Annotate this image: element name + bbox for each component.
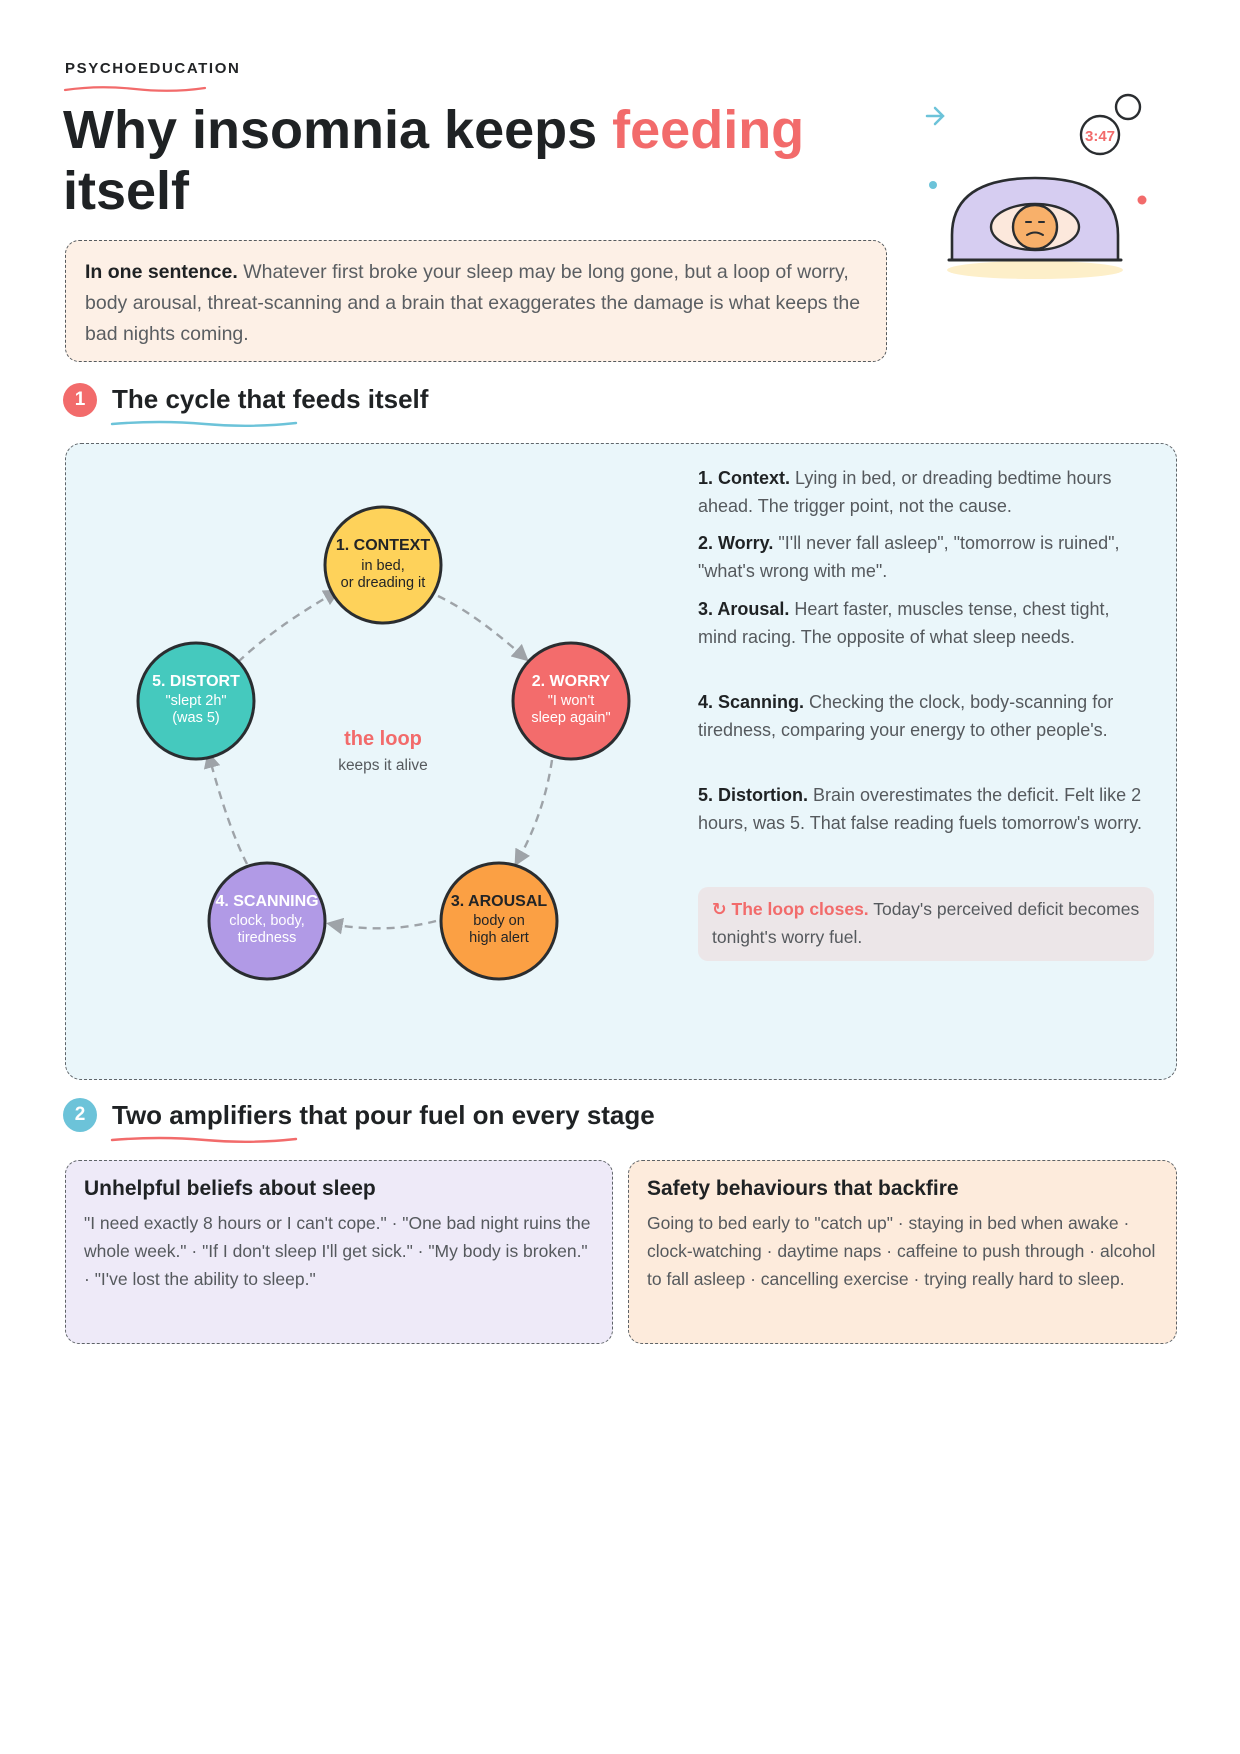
section-2-number: 2 xyxy=(63,1098,97,1132)
dot-coral xyxy=(1138,196,1147,205)
sleepless-illustration xyxy=(925,90,1165,290)
section-1-underline xyxy=(110,419,300,429)
bed-shadow xyxy=(947,261,1123,279)
definition-worry: 2. Worry. "I'll never fall asleep", "tomorrow is ruined", "what's wrong with me". xyxy=(698,533,1120,581)
page-title: Why insomnia keeps feeding itself xyxy=(63,100,805,221)
arrow-arousal-to-scanning xyxy=(331,921,436,928)
thought-bubble-icon xyxy=(1116,95,1140,119)
arrow-worry-to-arousal xyxy=(517,760,552,862)
node-distort xyxy=(138,643,254,759)
title-highlight: feeding xyxy=(612,100,805,160)
definition-context: 1. Context. Lying in bed, or dreading bedtime hours ahead. The trigger point, not the cause. xyxy=(698,468,1112,516)
svg-text:in bed,: in bed, xyxy=(361,558,405,574)
loop-closes-lead: The loop closes. xyxy=(731,899,869,919)
section-2-underline xyxy=(110,1135,300,1145)
summary-box xyxy=(65,240,887,362)
loop-center-subtitle: keeps it alive xyxy=(338,757,428,774)
svg-text:4. SCANNING: 4. SCANNING xyxy=(215,893,319,910)
svg-text:high alert: high alert xyxy=(469,930,529,946)
eyebrow-underline xyxy=(63,84,208,94)
svg-text:or dreading it: or dreading it xyxy=(340,575,426,591)
node-arousal xyxy=(441,863,557,979)
svg-text:body on: body on xyxy=(473,913,525,929)
svg-text:1. CONTEXT: 1. CONTEXT xyxy=(335,537,431,554)
loop-icon: ↻ xyxy=(712,899,727,919)
loop-closes-callout xyxy=(698,887,1154,961)
loop-closes-text: Today's perceived deficit becomes tonight's worry fuel. xyxy=(712,899,1140,947)
svg-text:sleep again": sleep again" xyxy=(531,710,611,726)
cycle-diagram xyxy=(66,444,666,1081)
card-safety-behaviours-text: Going to bed early to "catch up" · staying in bed when awake · clock-watching · daytime naps · caffeine to push through · alcohol to fall asleep · cancelling exercise · trying really hard to sleep. xyxy=(647,1213,1156,1289)
arrow-scanning-to-distort xyxy=(209,756,247,864)
section-2-title: Two amplifiers that pour fuel on every stage xyxy=(112,1100,655,1130)
card-unhelpful-beliefs-text: "I need exactly 8 hours or I can't cope." · "One bad night ruins the whole week." · "If I don't sleep I'll get sick." · "My body is broken." · "I've lost the ability to sleep." xyxy=(84,1213,591,1289)
definition-scanning: 4. Scanning. Checking the clock, body-scanning for tiredness, comparing your energy to other people's. xyxy=(698,692,1114,740)
node-context xyxy=(325,507,441,623)
card-unhelpful-beliefs xyxy=(65,1160,613,1344)
section-1-number: 1 xyxy=(63,383,97,417)
section-1-title: The cycle that feeds itself xyxy=(112,384,429,414)
definition-distortion: 5. Distortion. Brain overestimates the deficit. Felt like 2 hours, was 5. That false reading fuels tomorrow's worry. xyxy=(698,785,1142,833)
svg-text:(was 5): (was 5) xyxy=(172,710,220,726)
loop-center-title: the loop xyxy=(344,728,422,750)
svg-text:2. WORRY: 2. WORRY xyxy=(531,673,611,690)
svg-text:"slept 2h": "slept 2h" xyxy=(165,693,227,709)
node-worry xyxy=(513,643,629,759)
definition-arousal: 3. Arousal. Heart faster, muscles tense, chest tight, mind racing. The opposite of what sleep needs. xyxy=(698,599,1110,647)
node-scanning xyxy=(209,863,325,979)
svg-text:tiredness: tiredness xyxy=(237,930,297,946)
arrow-distort-to-context xyxy=(238,592,336,662)
svg-text:"I won't: "I won't xyxy=(547,693,595,709)
cycle-panel xyxy=(65,443,1177,1080)
svg-text:5. DISTORT: 5. DISTORT xyxy=(152,673,240,690)
summary-lead: In one sentence. xyxy=(85,261,238,283)
svg-text:3. AROUSAL: 3. AROUSAL xyxy=(450,893,548,910)
clock-time: 3:47 xyxy=(1084,128,1116,145)
card-safety-behaviours-title: Safety behaviours that backfire xyxy=(647,1177,959,1200)
card-unhelpful-beliefs-title: Unhelpful beliefs about sleep xyxy=(84,1177,376,1200)
arrow-context-to-worry xyxy=(438,596,525,658)
card-safety-behaviours xyxy=(628,1160,1177,1344)
eyebrow-label: PSYCHOEDUCATION xyxy=(65,60,241,77)
svg-text:clock, body,: clock, body, xyxy=(229,913,305,929)
worried-face-icon xyxy=(1013,205,1057,249)
dot-blue xyxy=(929,181,937,189)
summary-text: Whatever first broke your sleep may be long gone, but a loop of worry, body arousal, threat-scanning and a brain that exaggerates the damage is what keeps the bad nights coming. xyxy=(85,261,861,345)
